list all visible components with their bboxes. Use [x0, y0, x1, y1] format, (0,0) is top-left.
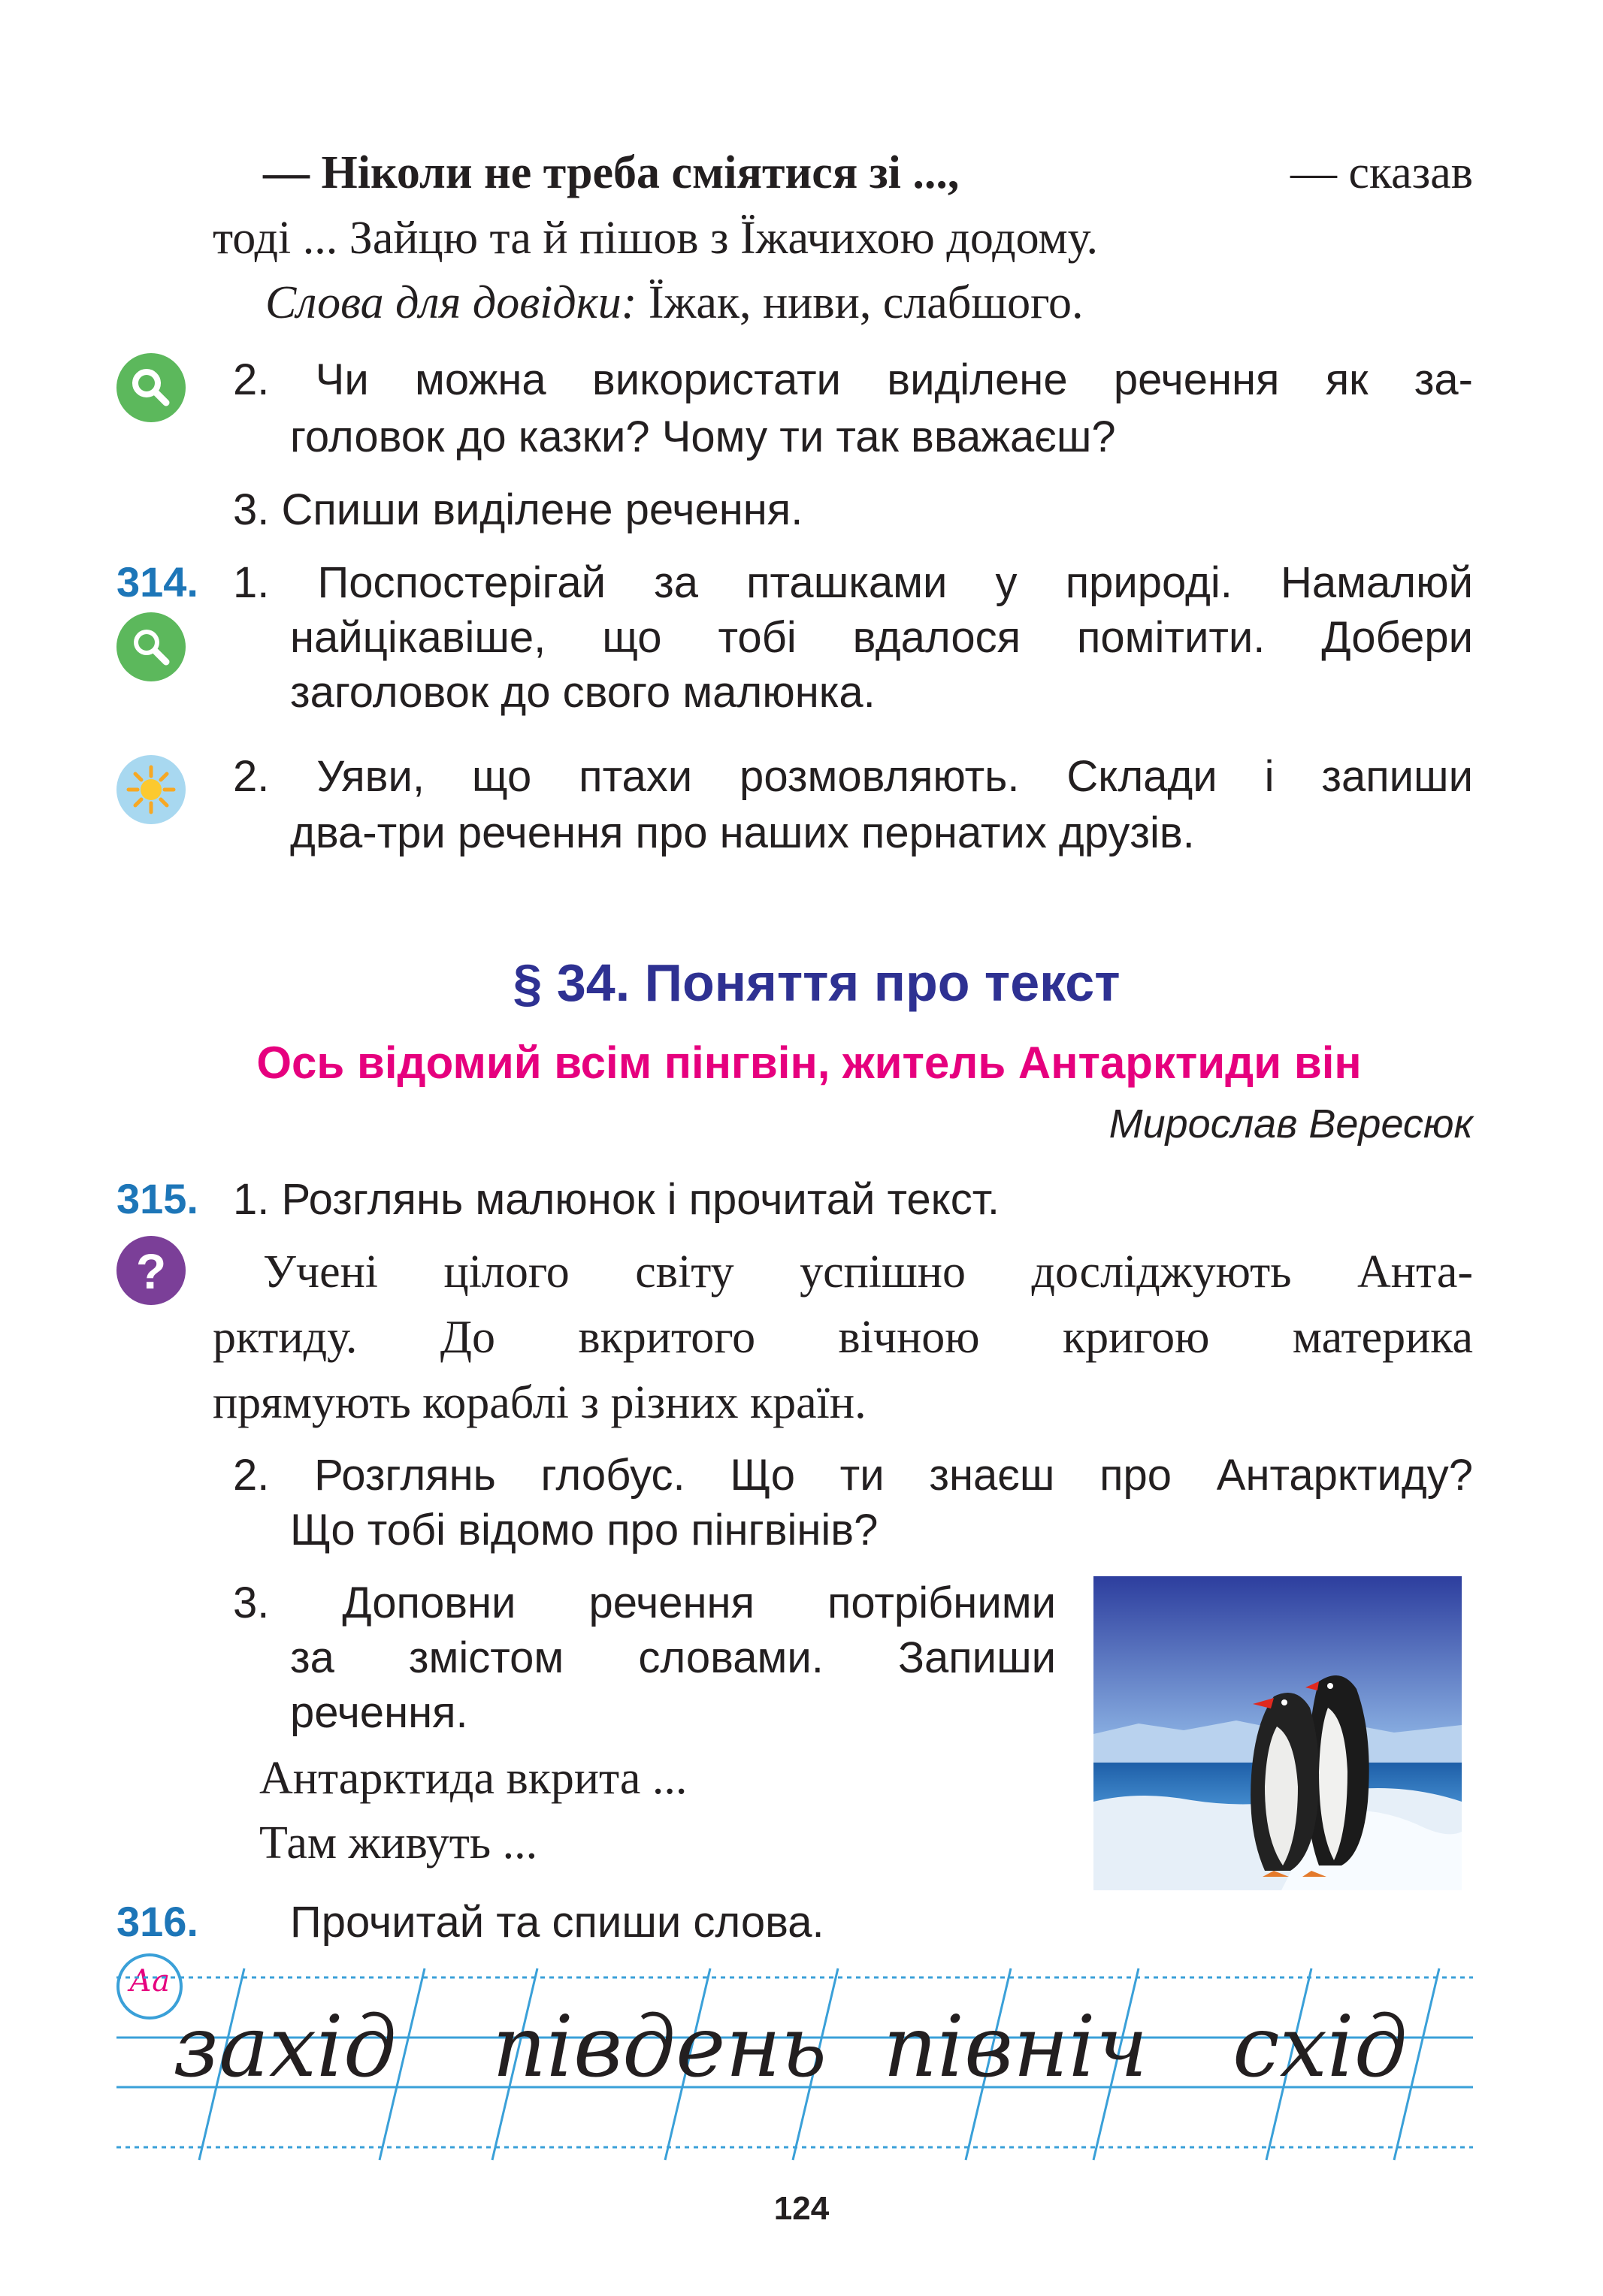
- page-number: 124: [773, 2190, 830, 2227]
- question-icon: [116, 1236, 186, 1305]
- ex315-text-line-1: Учені цілого світу успішно досліджують Анта-: [263, 1246, 1473, 1298]
- epigraph-author: Мирослав Вересюк: [1108, 1101, 1473, 1146]
- ex315-text-line-2: рктиду. До вкритого вічною кригою материка: [213, 1312, 1473, 1363]
- ex314-task-2-line-1: 2. Уяви, що птахи розмовляють. Склади і запиши: [233, 752, 1473, 801]
- ex315-task-3-line-2: за змістом словами. Запиши: [290, 1633, 1056, 1682]
- task-2-line-1: 2. Чи можна використати виділене речення як за-: [233, 355, 1473, 404]
- cursive-word: південь: [492, 1998, 827, 2096]
- story-line-1-bold: — Ніколи не треба сміятися зі ...,: [263, 147, 960, 198]
- ex315-task-3-line-3: речення.: [290, 1688, 468, 1737]
- task-2-line-2: головок до казки? Чому ти так вважаєш?: [290, 412, 1116, 461]
- exercise-number-315: 315.: [116, 1175, 198, 1222]
- ex315-task-1: 1. Розглянь малюнок і прочитай текст.: [233, 1175, 1000, 1224]
- ex314-task-1-line-2: найцікавіше, що тобі вдалося помітити. Добери: [290, 613, 1473, 662]
- exercise-number-314: 314.: [116, 558, 198, 606]
- handwriting-icon-letters: Аа: [129, 1964, 171, 1998]
- penguins-image: [1093, 1576, 1462, 1890]
- ex315-sentence-1: Антарктида вкрита ...: [259, 1753, 688, 1804]
- ex314-task-1-line-1: 1. Поспостерігай за пташками у природі. Намалюй: [233, 558, 1473, 607]
- cursive-word: схід: [1232, 1998, 1408, 2096]
- svg-text:?: ?: [135, 1243, 167, 1299]
- reference-label: Слова для довідки:: [265, 277, 637, 328]
- story-line-1: [263, 147, 1473, 200]
- cursive-word: захід: [173, 1998, 397, 2096]
- reference-words: [265, 276, 1083, 330]
- ex315-task-2-line-2: Що тобі відомо про пінгвінів?: [290, 1506, 879, 1554]
- section-title: § 34. Поняття про текст: [513, 953, 1121, 1012]
- cursive-word: північ: [883, 1998, 1148, 2096]
- ex315-text-line-3: прямують кораблі з різних країн.: [213, 1377, 867, 1428]
- magnifier-icon: [116, 612, 186, 681]
- magnifier-icon: [116, 353, 186, 422]
- reference-list: Їжак, ниви, слабшого.: [648, 277, 1084, 328]
- task-3: 3. Спиши виділене речення.: [233, 485, 803, 534]
- story-line-1-rest: — сказав: [1290, 147, 1473, 198]
- ex314-task-2-line-2: два-три речення про наших пернатих друзів.: [290, 808, 1195, 857]
- exercise-number-316: 316.: [116, 1898, 198, 1945]
- ex314-task-1-line-3: заголовок до свого малюнка.: [290, 668, 876, 717]
- ex315-task-3-line-1: 3. Доповни речення потрібними: [233, 1578, 1056, 1627]
- sun-icon: [116, 755, 186, 824]
- ex316-instruction: Прочитай та спиши слова.: [290, 1898, 824, 1947]
- ex315-task-2-line-1: 2. Розглянь глобус. Що ти знаєш про Антарктиду?: [233, 1451, 1473, 1500]
- story-line-2: тоді ... Зайцю та й пішов з Їжачихою додому.: [213, 213, 1098, 264]
- epigraph: Ось відомий всім пінгвін, житель Антарктиди він: [256, 1038, 1362, 1088]
- ex315-sentence-2: Там живуть ...: [259, 1817, 538, 1869]
